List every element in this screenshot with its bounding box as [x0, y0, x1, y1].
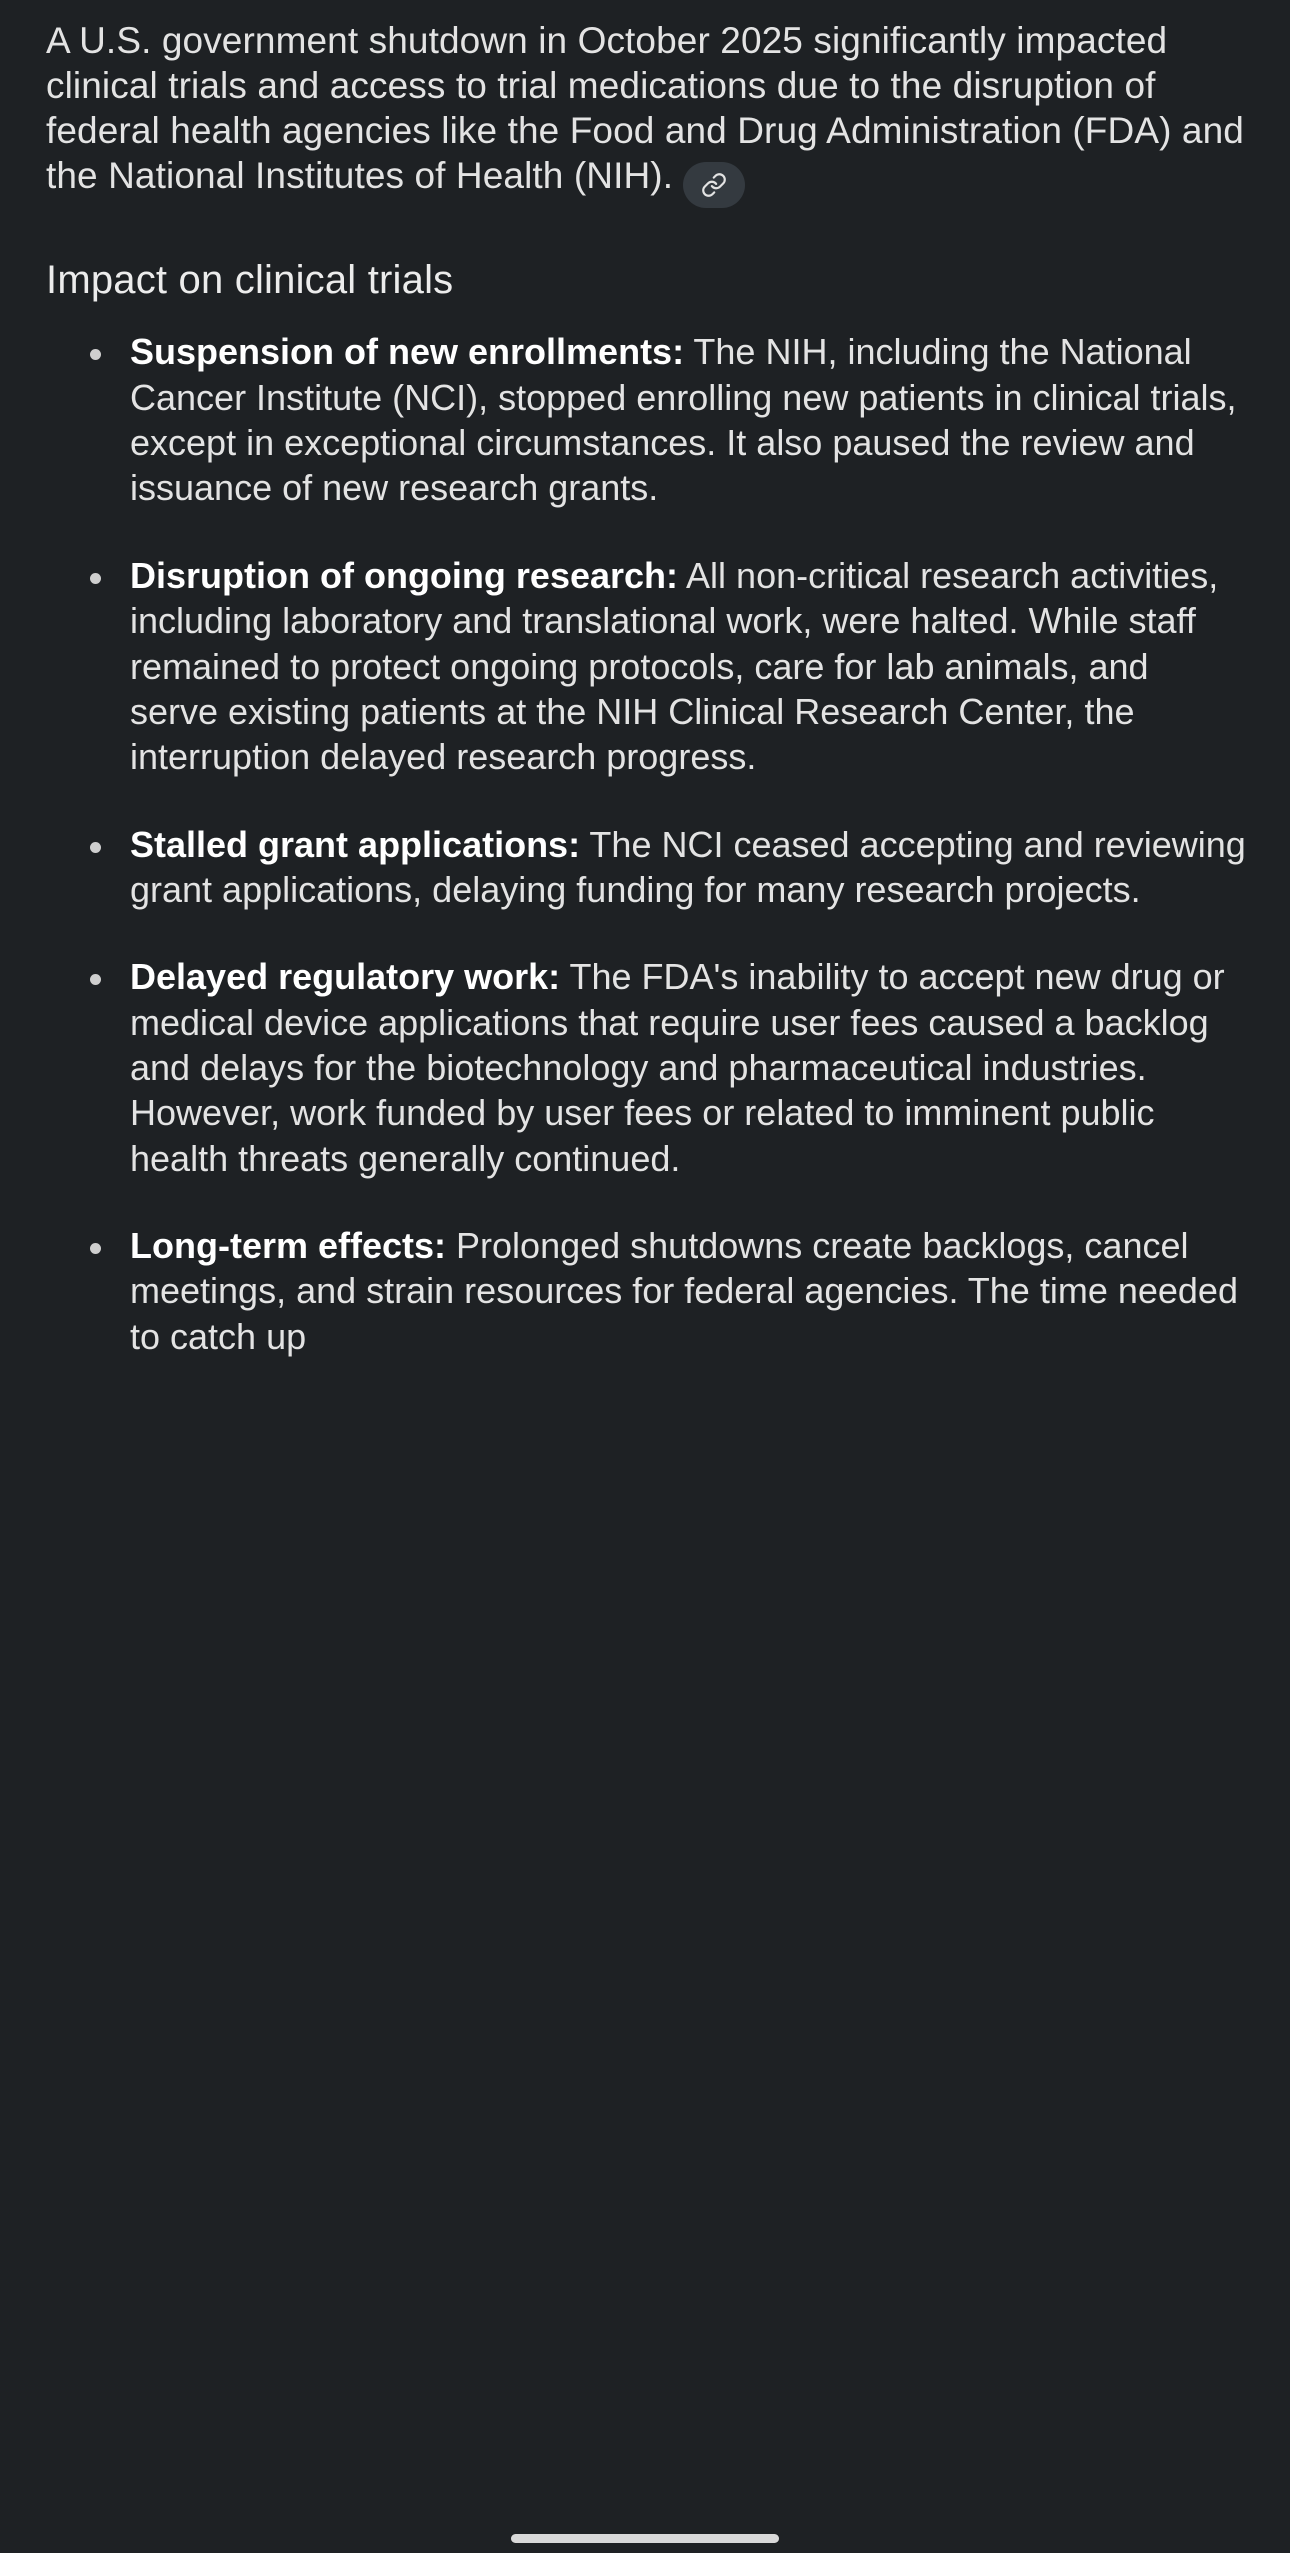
link-icon[interactable]: [683, 162, 745, 208]
list-item-lead: Delayed regulatory work:: [130, 956, 561, 998]
list-item-lead: Stalled grant applications:: [130, 823, 581, 865]
intro-paragraph-text: A U.S. government shutdown in October 2025 significantly impacted clinical trials and access to trial medications due to the disruption of federal health agencies like the Food and Drug Administration (FDA) and the National Institutes of Health (NIH).: [46, 20, 1244, 197]
list-item: [46, 553, 1246, 780]
list-item: [46, 954, 1246, 1181]
impact-bullet-list: [46, 329, 1246, 1359]
list-item-text: The NIH, including the National Cancer Institute (NCI), stopped enrolling new patients in clinical trials, except in exceptional circumstances. It also paused the review and issuance of new research grants.: [130, 331, 1237, 509]
list-item-text: The NCI ceased accepting and reviewing grant applications, delaying funding for many research projects.: [130, 823, 1246, 910]
section-title: Impact on clinical trials: [46, 258, 454, 303]
list-item-lead: Long-term effects:: [130, 1225, 447, 1267]
scroll-indicator[interactable]: [511, 2534, 779, 2543]
list-item-text: Prolonged shutdowns create backlogs, cancel meetings, and strain resources for federal agencies. The time needed to catch up: [130, 1225, 1238, 1357]
list-item: [46, 822, 1246, 913]
list-item-text: All non-critical research activities, including laboratory and translational work, were halted. While staff remained to protect ongoing protocols, care for lab animals, and serve existing patients at the NIH Clinical Research Center, the interruption delayed research progress.: [130, 554, 1219, 778]
list-item: [46, 1223, 1246, 1359]
list-item-lead: Suspension of new enrollments:: [130, 331, 685, 373]
list-item-lead: Disruption of ongoing research:: [130, 554, 679, 596]
list-item: [46, 329, 1246, 510]
list-item-text: The FDA's inability to accept new drug or medical device applications that require user fees caused a backlog and delays for the biotechnology and pharmaceutical industries. However, work funded by user fees or related to imminent public health threats generally continued.: [130, 956, 1225, 1179]
intro-paragraph: [46, 18, 1246, 208]
